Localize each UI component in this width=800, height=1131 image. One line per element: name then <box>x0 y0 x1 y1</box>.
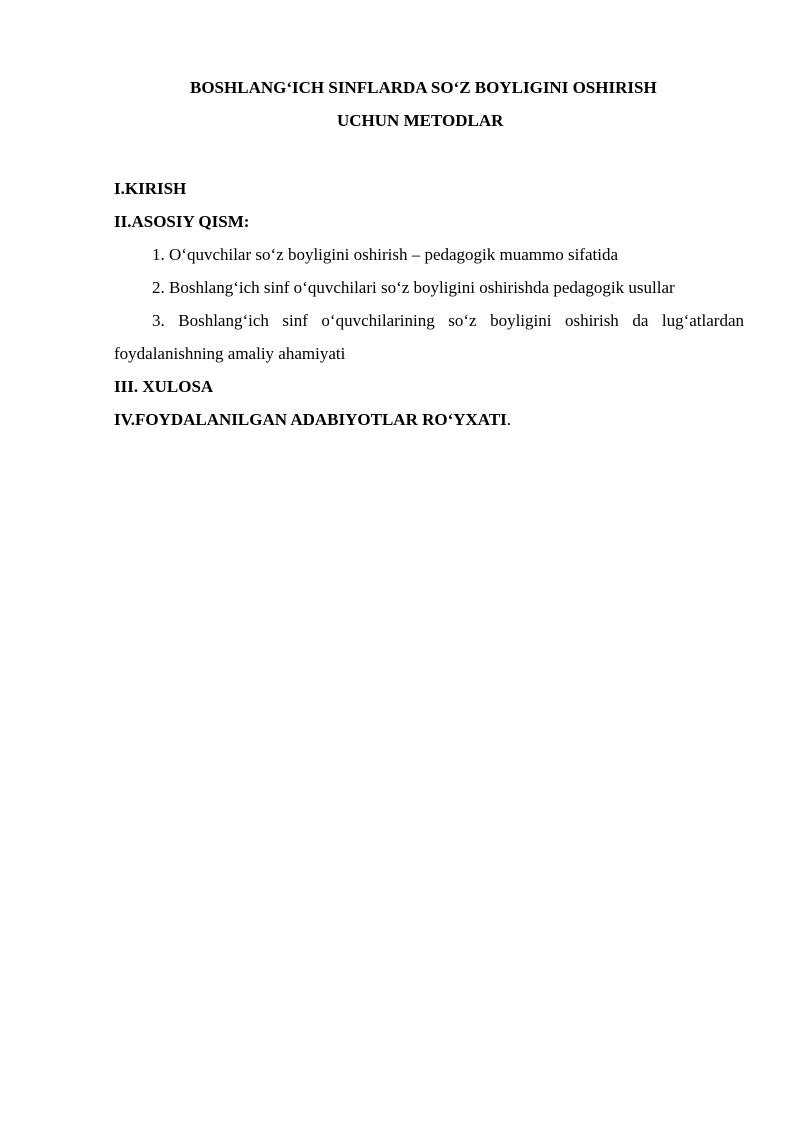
list-item-3 <box>114 304 744 370</box>
table-of-contents <box>114 172 744 436</box>
section-references-period: . <box>506 410 512 429</box>
section-introduction: I.KIRISH <box>114 179 187 198</box>
section-main-part: II.ASOSIY QISM: <box>114 212 250 231</box>
document-title-line-1: BOSHLANG‘ICH SINFLARDA SO‘Z BOYLIGINI OSHIRISH <box>190 78 657 97</box>
section-references-label: IV.FOYDALANILGAN ADABIYOTLAR RO‘YXATI <box>114 410 507 429</box>
list-item-1: 1. O‘quvchilar so‘z boyligini oshirish – pedagogik muammo sifatida <box>152 245 619 264</box>
list-item-2: 2. Boshlang‘ich sinf o‘quvchilari so‘z boyligini oshirishda pedagogik usullar <box>152 278 675 297</box>
section-references <box>114 403 744 436</box>
section-conclusion: III. XULOSA <box>114 377 214 396</box>
document-title-line-2: UCHUN METODLAR <box>337 111 504 130</box>
list-item-3-line-1: 3. Boshlang‘ich sinf o‘quvchilarining so‘z boyligini oshirish da lug‘atlardan <box>152 311 744 330</box>
list-item-3-line-2: foydalanishning amaliy ahamiyati <box>114 344 346 363</box>
